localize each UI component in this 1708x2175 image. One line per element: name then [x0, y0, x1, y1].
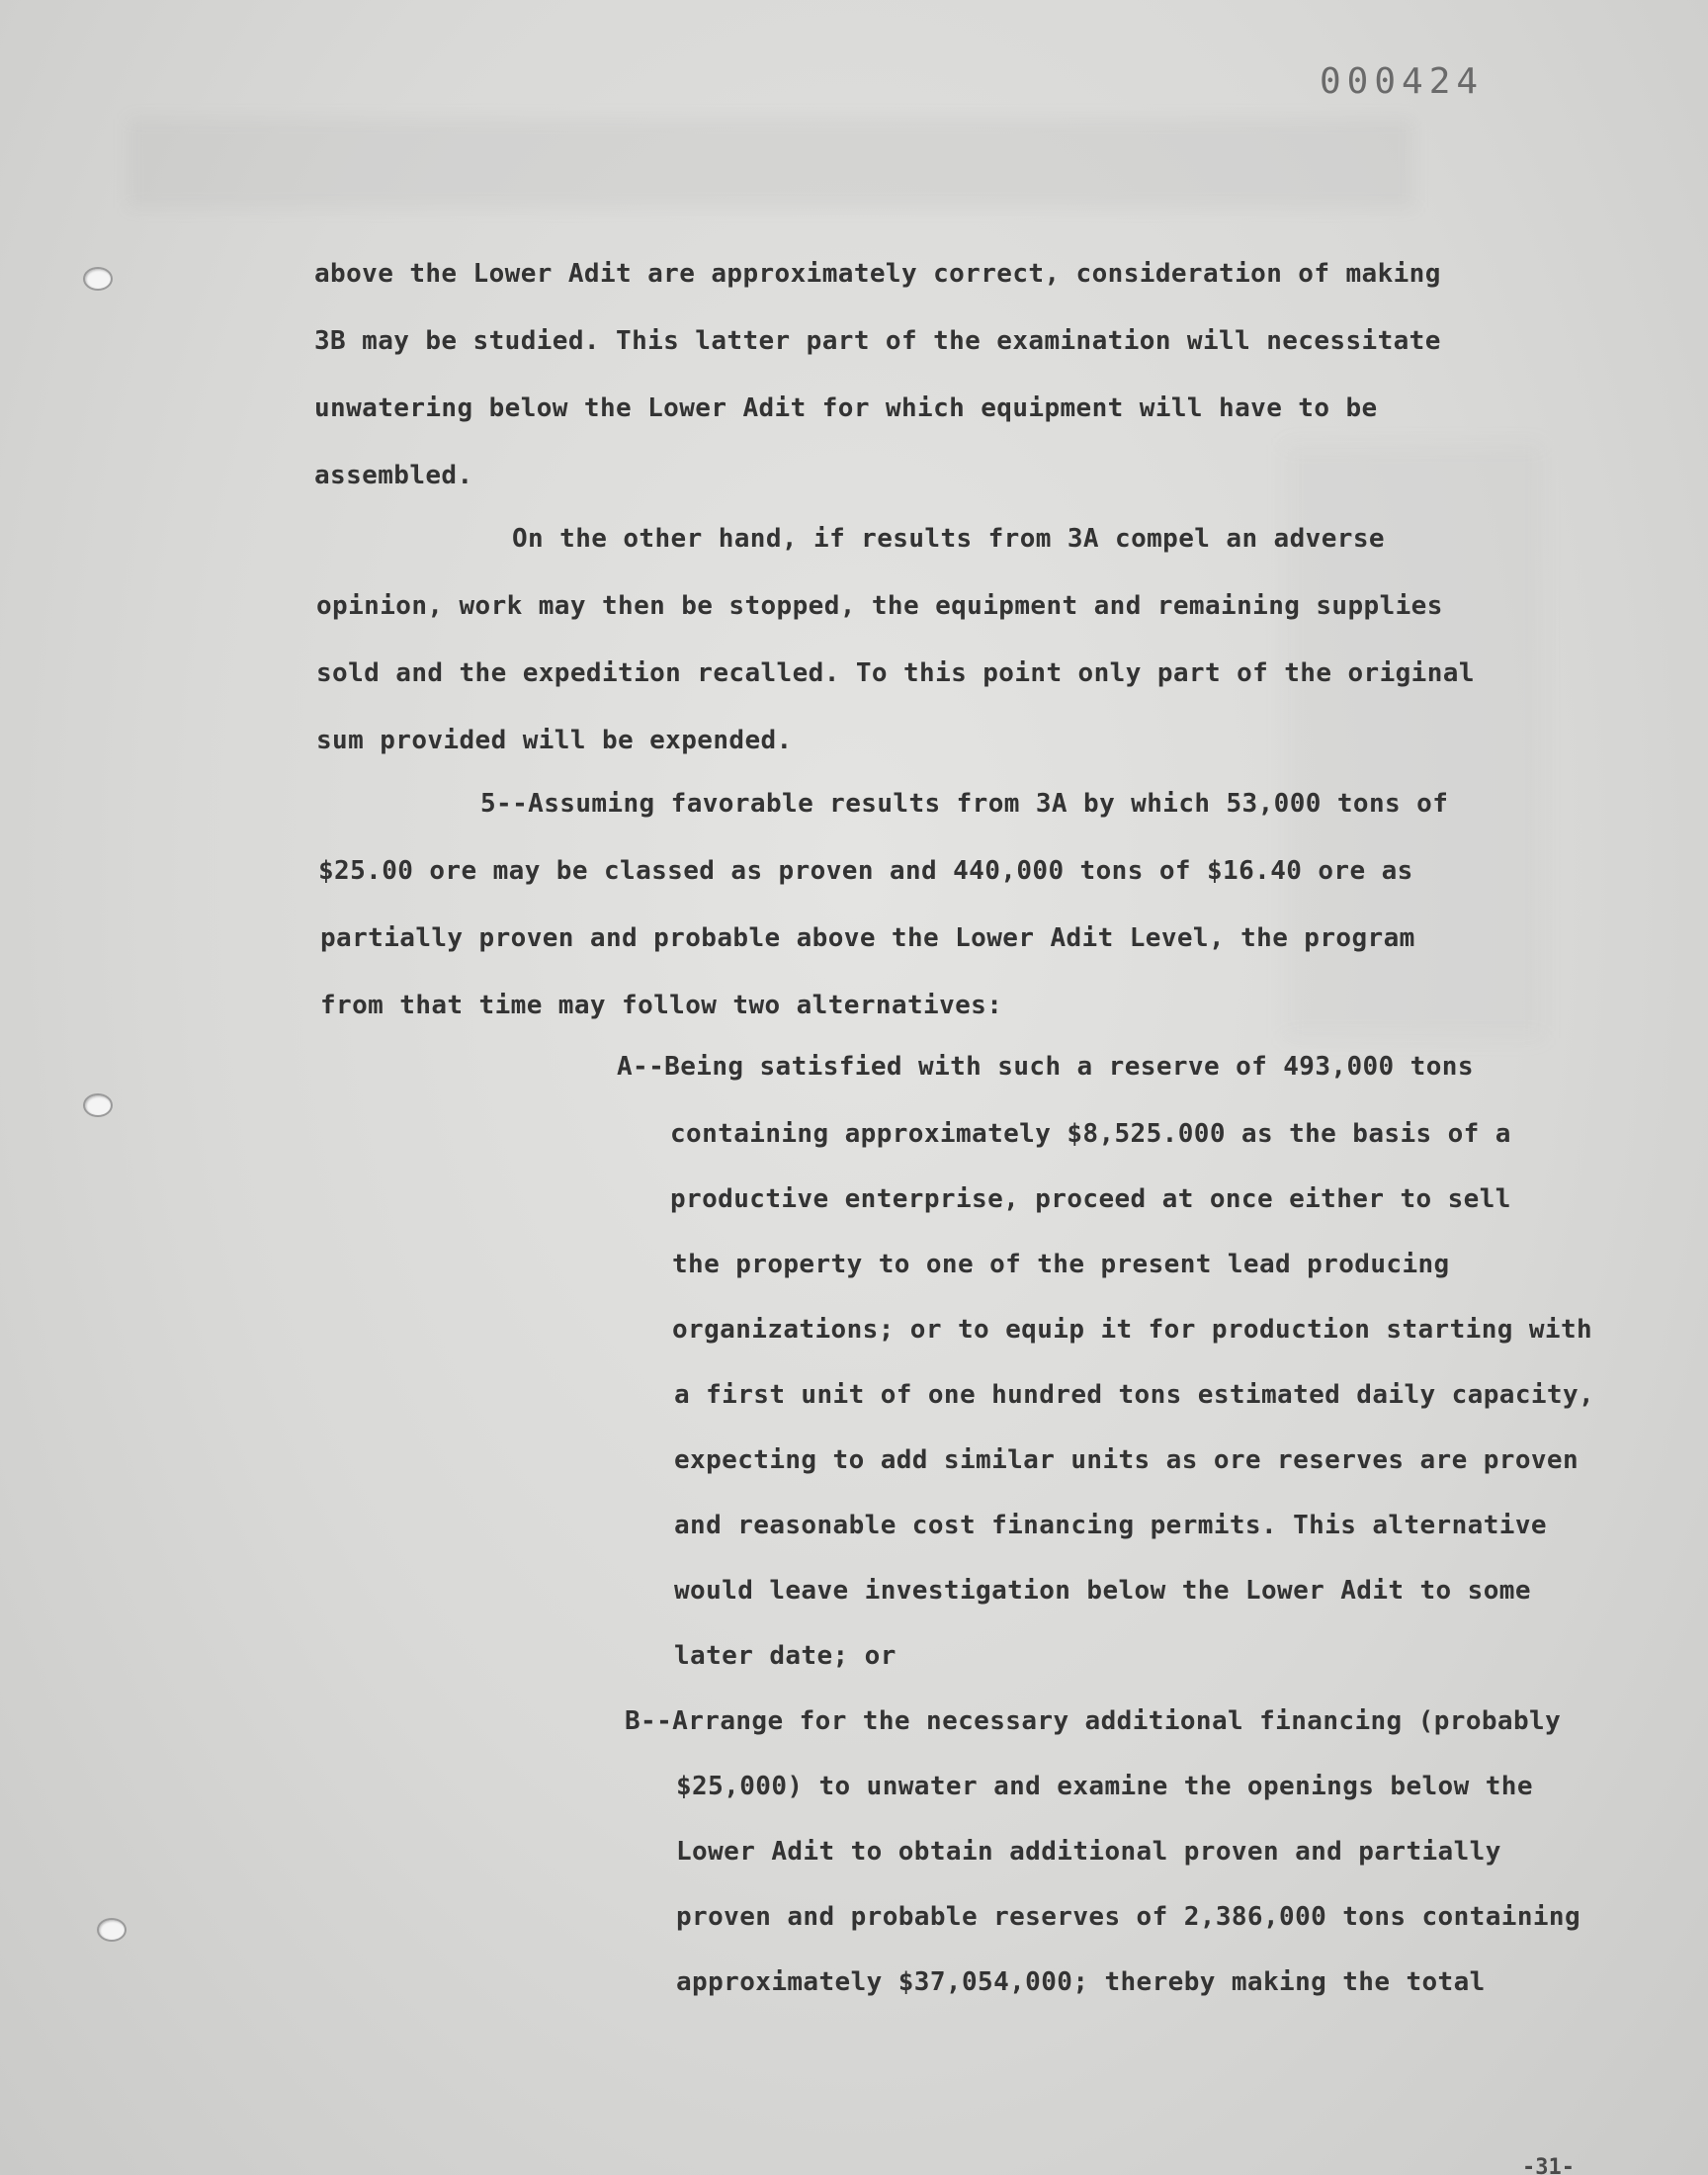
text-line: B--Arrange for the necessary additional financing (probably [625, 1706, 1562, 1736]
text-line: containing approximately $8,525.000 as the basis of a [670, 1119, 1511, 1149]
text-line: productive enterprise, proceed at once either to sell [670, 1184, 1511, 1214]
text-line: a first unit of one hundred tons estimated daily capacity, [674, 1380, 1595, 1410]
text-line: 5--Assuming favorable results from 3A by which 53,000 tons of [480, 789, 1449, 819]
page-id-stamp: 000424 [1320, 61, 1485, 102]
text-line: assembled. [314, 461, 473, 490]
text-line: sold and the expedition recalled. To this point only part of the original [316, 658, 1475, 688]
text-line: A--Being satisfied with such a reserve of 493,000 tons [617, 1052, 1474, 1082]
page-number: -31- [1522, 2155, 1575, 2175]
text-line: would leave investigation below the Lower Adit to some [674, 1576, 1531, 1606]
text-line: expecting to add similar units as ore reserves are proven [674, 1445, 1580, 1475]
text-line: On the other hand, if results from 3A compel an adverse [512, 524, 1385, 554]
text-line: proven and probable reserves of 2,386,000 tons containing [676, 1902, 1581, 1932]
punch-hole-icon [83, 1093, 113, 1117]
text-line: and reasonable cost financing permits. This alternative [674, 1511, 1547, 1540]
punch-hole-icon [97, 1918, 127, 1942]
text-line: from that time may follow two alternatives: [320, 991, 1003, 1020]
text-line: partially proven and probable above the Lower Adit Level, the program [320, 923, 1415, 953]
text-line: opinion, work may then be stopped, the equipment and remaining supplies [316, 591, 1443, 621]
text-line: above the Lower Adit are approximately correct, consideration of making [314, 259, 1441, 289]
punch-hole-icon [83, 267, 113, 291]
text-line: the property to one of the present lead producing [672, 1250, 1450, 1279]
text-line: unwatering below the Lower Adit for which equipment will have to be [314, 393, 1378, 423]
text-line: later date; or [674, 1641, 897, 1671]
text-line: approximately $37,054,000; thereby making the total [676, 1967, 1486, 1997]
text-line: sum provided will be expended. [316, 726, 793, 755]
text-line: $25.00 ore may be classed as proven and 440,000 tons of $16.40 ore as [318, 856, 1413, 886]
text-line: organizations; or to equip it for production starting with [672, 1315, 1593, 1345]
text-line: Lower Adit to obtain additional proven and partially [676, 1837, 1501, 1867]
bleed-through-shadow [128, 119, 1413, 208]
text-line: 3B may be studied. This latter part of the examination will necessitate [314, 326, 1441, 356]
text-line: $25,000) to unwater and examine the openings below the [676, 1772, 1533, 1801]
